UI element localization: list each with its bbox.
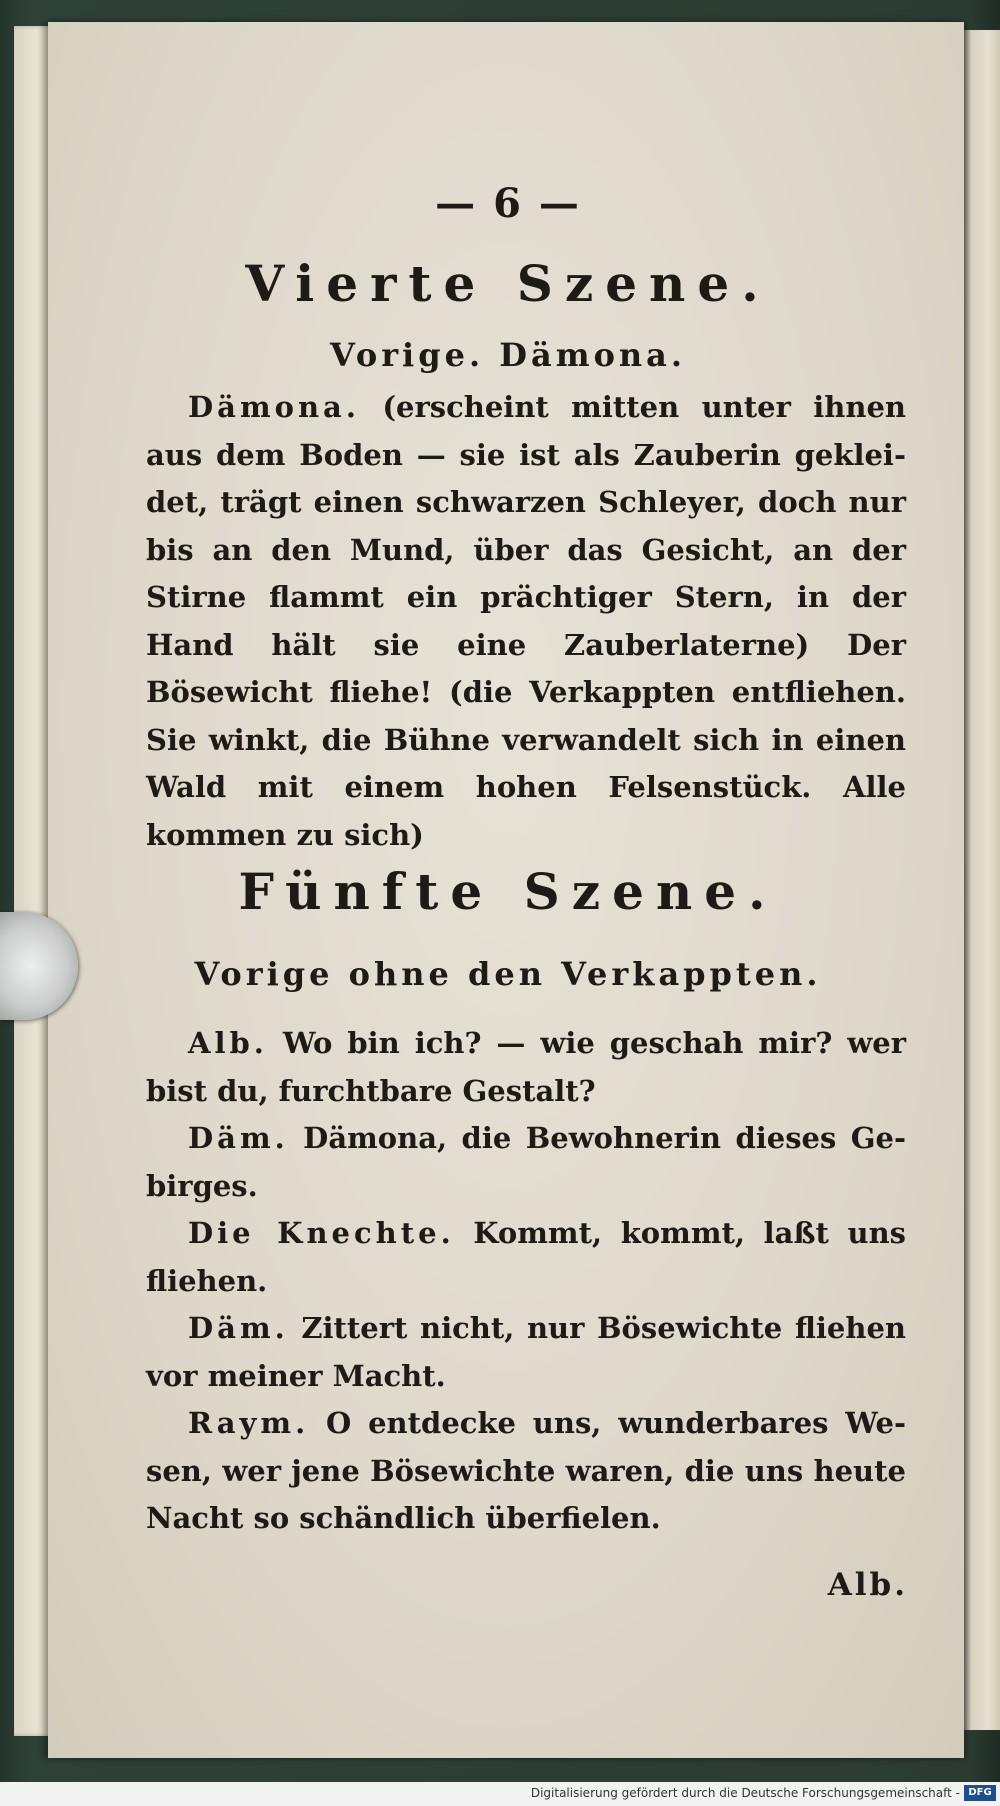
speaker-name: Dämona.: [188, 390, 360, 424]
speaker-name: Die Knechte.: [188, 1216, 455, 1250]
scene-4-title: Vierte Szene.: [245, 254, 771, 313]
speaker-name: Däm.: [188, 1311, 289, 1345]
page-text-block: [108, 22, 908, 1758]
dialogue-line: [146, 1305, 906, 1400]
dialogue-text: Dämona, die Bewohnerin dieses Gebirges.: [146, 1121, 906, 1203]
dialogue-text: Zittert nicht, nur Bösewichte fliehen vor meiner Macht.: [146, 1311, 906, 1393]
paragraph-text: (erscheint mitten unter ihnen aus dem Boden — sie ist als Zauberin gekleidet, trägt einen schwarzen Schleyer, doch nur bis an den Mund, über das Gesicht, an der Stirne flammt ein prächtiger Stern, in der Hand hält sie eine Zauberlaterne) Der Bösewicht fliehe! (die Verkappten entfliehen. Sie winkt, die Bühne verwandelt sich in einen Wald mit einem hohen Felsenstück. Alle kommen zu sich): [146, 390, 906, 852]
dialogue-text: Kommt, kommt, laßt uns fliehen.: [146, 1216, 906, 1298]
dfg-logo-icon: DFG: [964, 1785, 996, 1801]
speaker-name: Raym.: [188, 1406, 310, 1440]
dialogue-text: O entdecke uns, wunderbares Wesen, wer jene Bösewichte waren, die uns heute Nacht so schändlich überfielen.: [146, 1406, 906, 1535]
dialogue-line: [146, 1020, 906, 1115]
scene-5-title: Fünfte Szene.: [238, 862, 778, 921]
speaker-name: Däm.: [188, 1121, 289, 1155]
dialogue-line: [146, 1400, 906, 1543]
footer-credit: Digitalisierung gefördert durch die Deutsche Forschungsgemeinschaft -: [530, 1786, 960, 1800]
dialogue-line: [146, 1115, 906, 1210]
stage-direction-paragraph: [146, 384, 906, 859]
page-number: — 6 —: [435, 180, 581, 227]
scene-4-cast: Vorige. Dämona.: [329, 336, 687, 374]
speaker-name: Alb.: [188, 1026, 268, 1060]
dialogue-line: [146, 1210, 906, 1305]
dialogue-text: Wo bin ich? — wie geschah mir? wer bist du, furchtbare Gestalt?: [146, 1026, 906, 1108]
scene-5-cast: Vorige ohne den Verkappten.: [194, 955, 822, 993]
book-page: [48, 22, 964, 1758]
next-page-edge: [962, 30, 1000, 1730]
catchword: Alb.: [827, 1567, 908, 1603]
